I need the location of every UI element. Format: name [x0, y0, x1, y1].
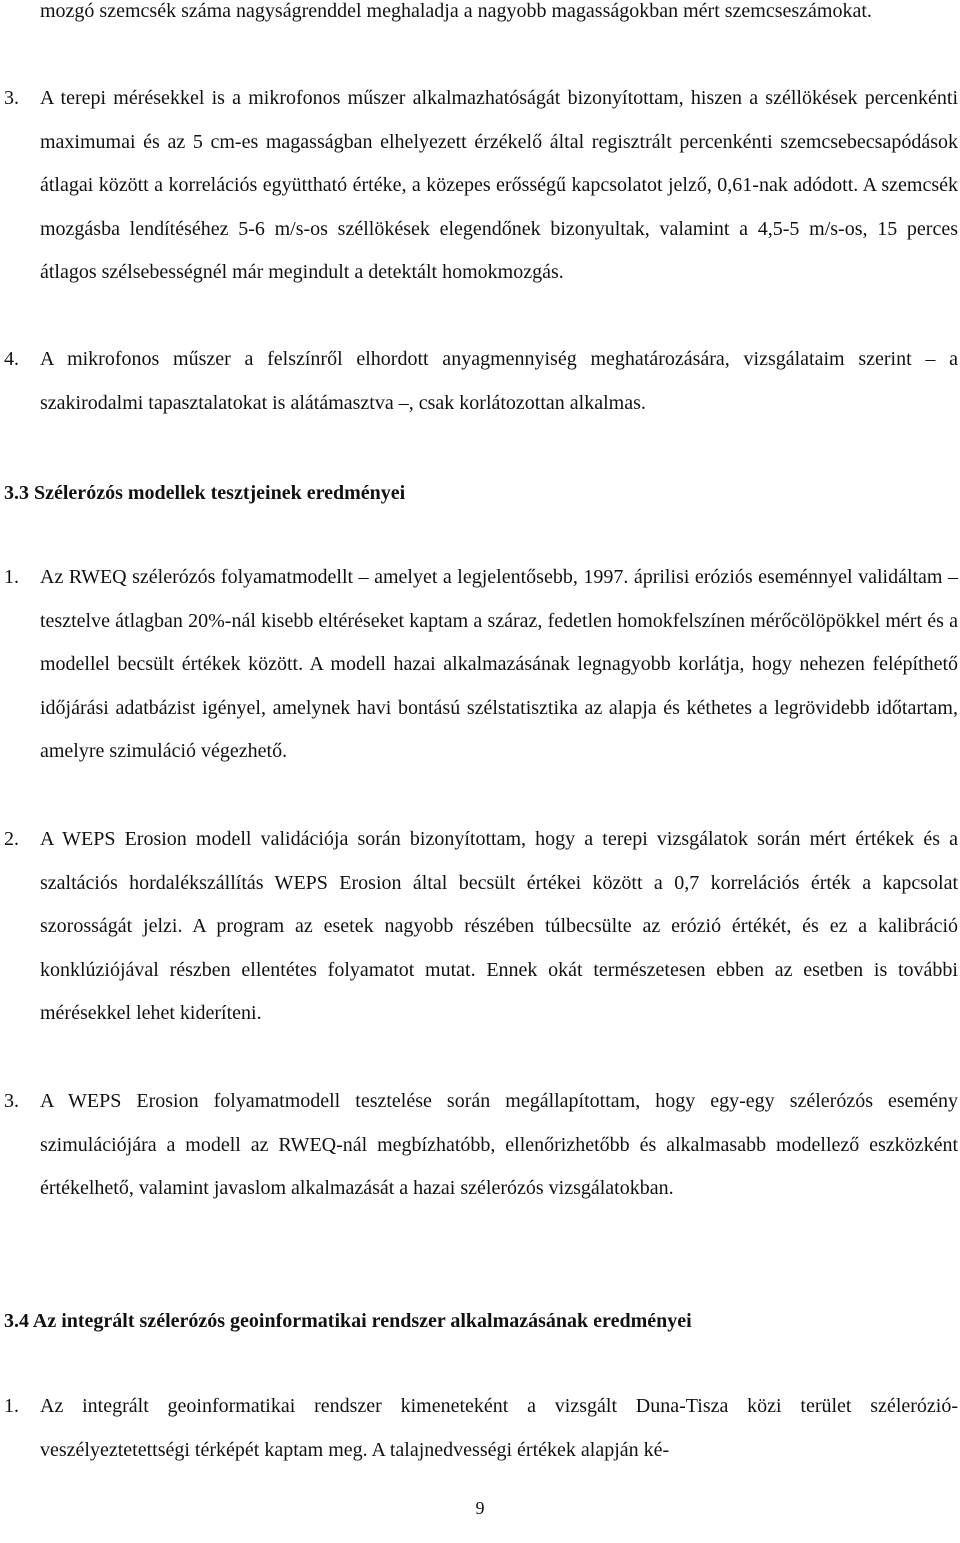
paragraph-continuation: mozgó szemcsék száma nagyságrenddel meghaladja a nagyobb magasságokban mért szemcseszámokat.: [40, 0, 872, 22]
list-number: 1.: [4, 1395, 19, 1417]
list-number: 4.: [4, 348, 19, 370]
list-item-text: Az integrált geoinformatikai rendszer kimeneteként a vizsgált Duna-Tisza közi terület szélerózió-veszélyeztetettségi térképét kaptam meg. A talajnedvességi értékek alapján ké-: [40, 1395, 958, 1461]
list-item-text: A terepi mérésekkel is a mikrofonos műszer alkalmazhatóságát bizonyítottam, hiszen a széllökések percenkénti maximumai és az 5 cm-es magasságban elhelyezett érzékelő által regisztrált percenkénti szemcsebecsapódások átlagai között a korrelációs együttható értéke, a közepes erősségű kapcsolatot jelző, 0,61-nak adódott. A szemcsék mozgásba lendítéséhez 5-6 m/s-os széllökések elegendőnek bizonyultak, valamint a 4,5-5 m/s-os, 15 perces átlagos szélsebességnél már megindult a detektált homokmozgás.: [40, 87, 958, 283]
list-item-text: Az RWEQ szélerózós folyamatmodellt – amelyet a legjelentősebb, 1997. áprilisi eróziós eseménnyel validáltam – tesztelve átlagban 20%-nál kisebb eltéréseket kaptam a száraz, fedetlen homokfelszínen mérőcölöpökkel mért és a modellel becsült értékek között. A modell hazai alkalmazásának legnagyobb korlátja, hogy nehezen felépíthető időjárási adatbázist igényel, amelynek havi bontású szélstatisztika az alapja és kéthetes a legrövidebb időtartam, amelyre szimuláció végezhető.: [40, 566, 958, 762]
list-item-text: A mikrofonos műszer a felszínről elhordott anyagmennyiség meghatározására, vizsgálataim szerint – a szakirodalmi tapasztalatokat is alátámasztva –, csak korlátozottan alkalmas.: [40, 348, 958, 414]
list-number: 3.: [4, 1090, 19, 1112]
page-number: 9: [475, 1498, 485, 1518]
list-item-text: A WEPS Erosion folyamatmodell tesztelése során megállapítottam, hogy egy-egy szélerózós esemény szimulációjára a modell az RWEQ-nál megbízhatóbb, ellenőrizhetőbb és alkalmasabb modellező eszközként értékelhető, valamint javaslom alkalmazását a hazai szélerózós vizsgálatokban.: [40, 1090, 958, 1199]
list-number: 1.: [4, 566, 19, 588]
section-heading: 3.3 Szélerózós modellek tesztjeinek eredményei: [4, 482, 406, 504]
list-number: 2.: [4, 828, 19, 850]
list-item-text: A WEPS Erosion modell validációja során bizonyítottam, hogy a terepi vizsgálatok során mért értékek és a szaltációs hordalékszállítás WEPS Erosion által becsült értékei között a 0,7 korrelációs érték a kapcsolat szorosságát jelzi. A program az esetek nagyobb részében túlbecsülte az erózió értékét, és ez a kalibráció konklúziójával részben ellentétes folyamatot mutat. Ennek okát természetesen ebben az esetben is további mérésekkel lehet kideríteni.: [40, 828, 958, 1024]
section-heading: 3.4 Az integrált szélerózós geoinformatikai rendszer alkalmazásának eredményei: [4, 1310, 692, 1332]
list-number: 3.: [4, 87, 19, 109]
